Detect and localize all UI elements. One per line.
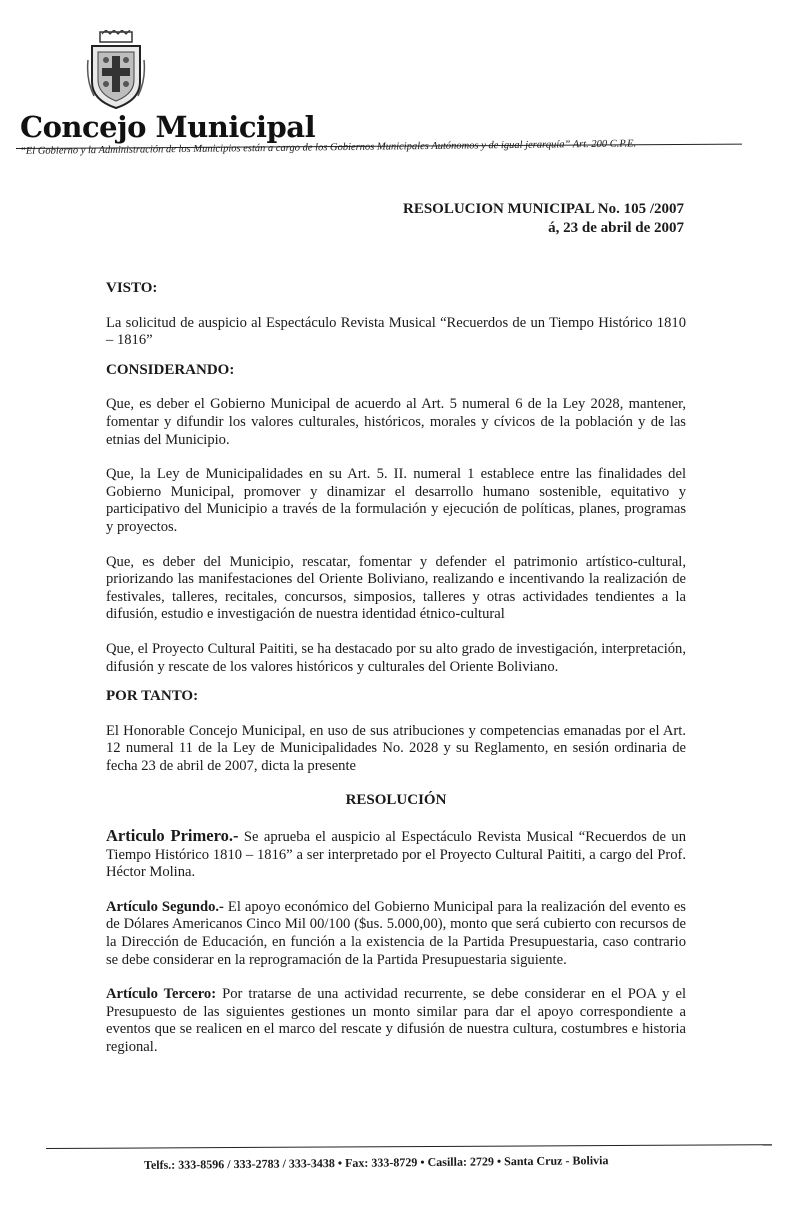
considerando-heading: CONSIDERANDO: bbox=[106, 361, 235, 378]
document-body bbox=[106, 280, 686, 1057]
article-first bbox=[106, 827, 686, 882]
article-third bbox=[106, 986, 686, 1056]
por-tanto-text: El Honorable Concejo Municipal, en uso de sus atribuciones y competencias emanadas por el Art. 12 numeral 11 de la Ley de Municipalidades No. 2028 y su Reglamento, en sesión ordinaria de fecha 23 de abril de 2007, dicta la presente bbox=[106, 722, 686, 774]
considerando-paragraph-2: Que, la Ley de Municipalidades en su Art. 5. II. numeral 1 establece entre las finalidades del Gobierno Municipal, promover y dinamizar el desarrollo humano sostenible, equitativo y participativo del Municipio a través de la formulación y ejecución de políticas, planes, programas y proyectos. bbox=[106, 466, 686, 535]
por-tanto-heading: POR TANTO: bbox=[106, 688, 199, 705]
article-first-label: Articulo Primero.- bbox=[106, 826, 239, 846]
resolution-number: RESOLUCION MUNICIPAL No. 105 /2007 bbox=[403, 201, 684, 217]
visto-text: La solicitud de auspicio al Espectáculo Revista Musical “Recuerdos de un Tiempo Histórico 1810 – 1816” bbox=[106, 314, 686, 349]
article-second-text: El apoyo económico del Gobierno Municipal para la realización del evento es de Dólares Americanos Cinco Mil 00/100 ($us. 5.000,00), monto que será cubierto con recursos de la Dirección de Educación, en función a la existencia de la Partida Presupuestaria, caso contrario se debe considerar en la reprogramación de la Partida Presupuestaria siguiente. bbox=[106, 898, 686, 968]
visto-heading: VISTO: bbox=[106, 280, 158, 296]
resolution-date: á, 23 de abril de 2007 bbox=[548, 220, 684, 236]
article-second-label: Artículo Segundo.- bbox=[106, 898, 224, 915]
resolution-heading bbox=[403, 200, 684, 238]
article-second bbox=[106, 899, 686, 969]
organization-name: Concejo Municipal bbox=[20, 110, 316, 144]
considerando-paragraph-1: Que, es deber el Gobierno Municipal de acuerdo al Art. 5 numeral 6 de la Ley 2028, mantener, fomentar y difundir los valores culturales, históricos, morales y cívicos de la población y de las etnias del Municipio. bbox=[106, 396, 686, 448]
footer-contact: Telfs.: 333-8596 / 333-2783 / 333-3438 • Fax: 333-8729 • Casilla: 2729 • Santa Cruz - Bolivia bbox=[143, 1153, 609, 1172]
considerando-paragraph-4: Que, el Proyecto Cultural Paititi, se ha destacado por su alto grado de investigación, interpretación, difusión y rescate de los valores históricos y culturales del Oriente Boliviano. bbox=[106, 640, 686, 675]
header-motto: “El Gobierno y la Administración de los Municipios están a cargo de los Gobiernos Municipales Autónomos y de igual jerarquía” Art. 200 C.P.E. bbox=[19, 138, 637, 157]
article-third-label: Artículo Tercero: bbox=[106, 986, 217, 1003]
coat-of-arms-icon bbox=[86, 30, 146, 110]
article-first-text: Se aprueba el auspicio al Espectáculo Revista Musical “Recuerdos de un Tiempo Histórico 1810 – 1816” a ser interpretado por el Proyecto Cultural Paititi, a cargo del Prof. Héctor Molina. bbox=[106, 829, 687, 881]
considerando-paragraph-3: Que, es deber del Municipio, rescatar, fomentar y defender el patrimonio artístico-cultural, priorizando las manifestaciones del Oriente Boliviano, realizando e incentivando la realización de festivales, talleres, recitales, concursos, simposios, talleres y otras actividades tendientes a la difusión, estudio e investigación de nuestra identidad étnico-cultural bbox=[106, 553, 686, 623]
resolucion-heading: RESOLUCIÓN bbox=[345, 792, 447, 809]
footer-divider bbox=[46, 1144, 772, 1149]
article-third-text: Por tratarse de una actividad recurrente, se debe considerar en el POA y el Presupuesto de las siguientes gestiones un monto similar para dar el apoyo correspondiente a eventos que se realicen en el marco del rescate y difusión de nuestra cultura, costumbres e historia regional. bbox=[106, 986, 687, 1055]
